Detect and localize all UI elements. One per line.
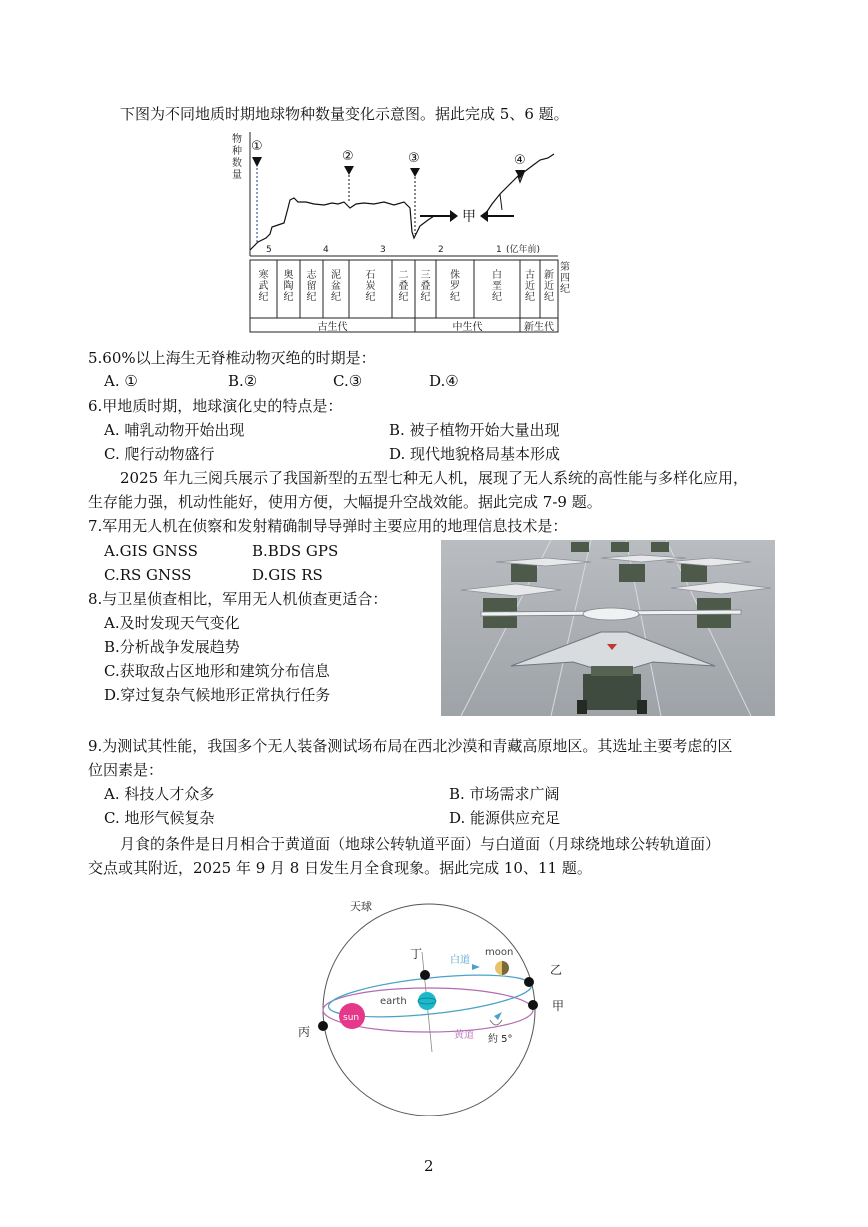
earth-circle — [418, 992, 436, 1010]
q9-option-b[interactable]: B. 市场需求广阔 — [449, 785, 560, 803]
q7-option-d[interactable]: D.GIS RS — [252, 566, 323, 584]
marker-2: ② — [342, 149, 354, 164]
tick-5: 5 — [266, 245, 272, 255]
y-label-char-4: 量 — [232, 170, 242, 181]
intro-7-9-line2: 生存能力强，机动性能好，使用方便，大幅提升空战效能。据此完成 7-9 题。 — [88, 493, 602, 511]
q8-stem: 8.与卫星侦查相比，军用无人机侦查更适合： — [88, 590, 388, 608]
tick-3: 3 — [380, 245, 386, 255]
q7-option-c[interactable]: C.RS GNSS — [104, 566, 192, 584]
era-paleozoic: 古生代 — [317, 322, 348, 333]
tick-4: 4 — [323, 245, 329, 255]
angle-arc — [490, 1020, 502, 1025]
sphere-label: 天球 — [350, 900, 372, 913]
q6-option-c[interactable]: C. 爬行动物盛行 — [104, 445, 215, 463]
marker-3: ③ — [408, 151, 420, 166]
period-4: 泥 盆 纪 — [331, 270, 341, 303]
jia-label: 甲 — [552, 999, 565, 1013]
species-chart — [224, 130, 564, 336]
tick-1: 1 — [496, 245, 502, 255]
q6-stem: 6.甲地质时期，地球演化史的特点是： — [88, 397, 343, 415]
intro-10-11-line1: 月食的条件是日月相合于黄道面（地球公转轨道平面）与白道面（月球绕地球公转轨道面） — [120, 835, 721, 853]
q9-stem-line1: 9.为测试其性能，我国多个无人装备测试场布局在西北沙漠和青藏高原地区。其选址主要考虑的区 — [88, 737, 733, 755]
q8-option-d[interactable]: D.穿过复杂气候地形正常执行任务 — [104, 686, 331, 704]
q8-option-b[interactable]: B.分析战争发展趋势 — [104, 638, 240, 656]
period-5: 石 炭 纪 — [365, 270, 376, 303]
baidao-label: 白道 — [450, 955, 470, 966]
eclipse-diagram — [290, 892, 580, 1116]
period-2: 奥 陶 纪 — [283, 270, 294, 303]
q9-option-d[interactable]: D. 能源供应充足 — [449, 809, 561, 827]
y-label-char-2: 种 — [232, 146, 242, 157]
q5-stem: 5.60%以上海生无脊椎动物灭绝的时期是： — [88, 349, 376, 367]
yi-label: 乙 — [550, 963, 563, 977]
q5-option-c[interactable]: C.③ — [333, 372, 363, 390]
period-11: 新 近 纪 — [544, 270, 554, 303]
q7-option-b[interactable]: B.BDS GPS — [252, 542, 339, 560]
unit-label: (亿年前) — [506, 245, 541, 255]
era-cenozoic: 新生代 — [524, 322, 554, 333]
page-number: 2 — [424, 1157, 434, 1175]
q8-option-a[interactable]: A.及时发现天气变化 — [104, 614, 240, 632]
species-curve-dip — [500, 194, 502, 210]
q8-option-c[interactable]: C.获取敌占区地形和建筑分布信息 — [104, 662, 330, 680]
point-jia — [528, 1000, 538, 1010]
intro-7-9-line1: 2025 年九三阅兵展示了我国新型的五型七种无人机，展现了无人系统的高性能与多样化应用， — [120, 469, 748, 487]
point-bing — [318, 1021, 328, 1031]
q5-option-b[interactable]: B.② — [228, 372, 258, 390]
period-9: 白 垩 纪 — [492, 270, 502, 303]
point-yi — [524, 977, 534, 987]
period-10: 古 近 纪 — [525, 270, 535, 303]
y-label-char-3: 数 — [232, 158, 242, 169]
period-12: 第 四 纪 — [560, 262, 570, 295]
sun-label: sun — [343, 1013, 360, 1023]
moon-shadow — [502, 961, 509, 975]
q7-option-a[interactable]: A.GIS GNSS — [104, 542, 198, 560]
tick-2: 2 — [438, 245, 444, 255]
point-ding — [420, 970, 430, 980]
marker-1-arrow — [252, 157, 262, 167]
drone-parade-photo — [441, 540, 775, 716]
ecliptic-arrow — [494, 1012, 502, 1020]
q5-option-a[interactable]: A. ① — [104, 372, 138, 390]
bing-label: 丙 — [298, 1025, 311, 1039]
q5-option-d[interactable]: D.④ — [429, 372, 459, 390]
period-8: 侏 罗 纪 — [450, 270, 460, 303]
moon-label: moon — [485, 947, 514, 958]
q7-stem: 7.军用无人机在侦察和发射精确制导导弹时主要应用的地理信息技术是： — [88, 517, 568, 535]
q9-stem-line2: 位因素是： — [88, 761, 164, 779]
q6-option-a[interactable]: A. 哺乳动物开始出现 — [104, 421, 245, 439]
y-label-char-1: 物 — [232, 134, 242, 145]
intro-10-11-line2: 交点或其附近，2025 年 9 月 8 日发生月全食现象。据此完成 10、11 题。 — [88, 859, 592, 877]
jia-label: 甲 — [462, 209, 476, 225]
period-7: 三 叠 纪 — [420, 270, 431, 303]
marker-2-arrow — [344, 166, 354, 175]
period-3: 志 留 纪 — [306, 270, 317, 303]
arrow-right-head — [450, 210, 458, 222]
period-6: 二 叠 纪 — [398, 270, 409, 303]
huangdao-label: 黄道 — [454, 1030, 474, 1041]
period-1: 寒 武 纪 — [258, 270, 269, 303]
ding-label: 丁 — [410, 947, 423, 961]
arrow-left-head — [480, 210, 488, 222]
era-mesozoic: 中生代 — [452, 322, 483, 333]
q6-option-b[interactable]: B. 被子植物开始大量出现 — [389, 421, 560, 439]
earth-label: earth — [380, 996, 407, 1007]
angle-label: 約 5° — [488, 1034, 513, 1045]
lunar-orbit-arrow — [472, 964, 480, 970]
q9-option-a[interactable]: A. 科技人才众多 — [104, 785, 215, 803]
q9-option-c[interactable]: C. 地形气候复杂 — [104, 809, 215, 827]
marker-3-arrow — [410, 168, 420, 177]
marker-1: ① — [251, 139, 263, 154]
species-curve — [250, 198, 434, 250]
q6-option-d[interactable]: D. 现代地貌格局基本形成 — [389, 445, 561, 463]
marker-4: ④ — [514, 153, 526, 168]
intro-5-6: 下图为不同地质时期地球物种数量变化示意图。据此完成 5、6 题。 — [120, 105, 569, 123]
